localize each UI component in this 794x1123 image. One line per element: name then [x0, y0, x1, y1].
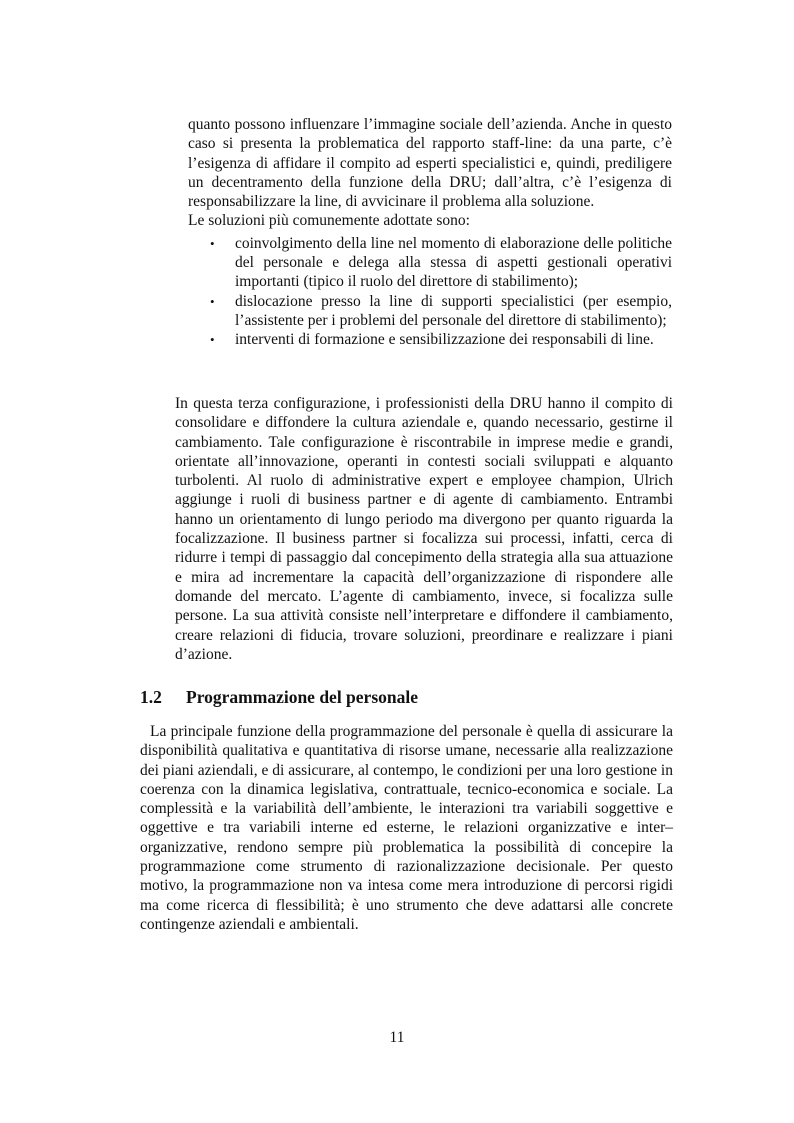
page-number: 11: [389, 1029, 405, 1046]
list-item-text: dislocazione presso la line di supporti specialistici (per esempio, l’assistente per i problemi del personale del direttore di stabilimento);: [235, 292, 672, 329]
list-item: [188, 292, 672, 331]
list-item: [188, 234, 672, 292]
intro-block: [188, 115, 672, 350]
list-item-text: interventi di formazione e sensibilizzazione dei responsabili di line.: [235, 331, 654, 349]
solutions-lead-text: Le soluzioni più comunemente adottate sono:: [188, 212, 470, 230]
section-body: [140, 722, 673, 934]
section-title: Programmazione del personale: [186, 687, 418, 707]
section-heading: [140, 686, 680, 708]
bullet-icon: •: [210, 293, 215, 309]
section-number: 1.2: [140, 687, 162, 707]
third-configuration-paragraph: In questa terza configurazione, i professionisti della DRU hanno il compito di consolidare e diffondere la cultura aziendale e, quando necessario, gestirne il cambiamento. Tale configurazione è riscontrabile in imprese medie e grandi, orientate all’innovazione, operanti in contesti sociali sviluppati e alquanto turbolenti. Al ruolo di administrative expert e employee champion, Ulrich aggiunge i ruoli di business partner e di agente di cambiamento. Entrambi hanno un orientamento di lungo periodo ma divergono per quanto riguarda la focalizzazione. Il business partner si focalizza sui processi, infatti, cerca di ridurre i tempi di passaggio dal concepimento della strategia alla sua attuazione e mira ad incrementare la capacità dell’organizzazione di rispondere alle domande del mercato. L’agente di cambiamento, invece, si focalizza sulle persone. La sua attività consiste nell’interpretare e diffondere il cambiamento, creare relazioni di fiducia, trovare soluzioni, preordinare e realizzare i piani d’azione.: [175, 395, 673, 663]
list-item: [188, 330, 672, 349]
solutions-list: [188, 234, 672, 350]
intro-continuation-paragraph: quanto possono influenzare l’immagine sociale dell’azienda. Anche in questo caso si presenta la problematica del rapporto staff-line: da una parte, c’è l’esigenza di affidare il compito ad esperti specialistici e, quindi, prediligere un decentramento della funzione della DRU; dall’altra, c’è l’esigenza di responsabilizzare la line, di avvicinare il problema alla soluzione.: [188, 116, 672, 211]
bullet-icon: •: [210, 332, 215, 348]
section-paragraph: La principale funzione della programmazione del personale è quella di assicurare la disponibilità qualitativa e quantitativa di risorse umane, necessarie alla realizzazione dei piani aziendali, e di assicurare, al contempo, le condizioni per una loro gestione in coerenza con la dinamica legislativa, contrattuale, tecnico-economica e sociale. La complessità e la variabilità dell’ambiente, le interazioni tra variabili soggettive e oggettive e tra variabili interne ed esterne, le relazioni organizzative e inter–organizzative, rendono sempre più problematica la possibilità di concepire la programmazione come strumento di razionalizzazione decisionale. Per questo motivo, la programmazione non va intesa come mera introduzione di percorsi rigidi ma come ricerca di flessibilità; è uno strumento che deve adattarsi alle concrete contingenze aziendali e ambientali.: [140, 723, 673, 933]
third-configuration-block: [175, 394, 673, 664]
list-item-text: coinvolgimento della line nel momento di elaborazione delle politiche del personale e delega alla stessa di aspetti gestionali operativi importanti (tipico il ruolo del direttore di stabilimento);: [235, 234, 672, 291]
bullet-icon: •: [210, 235, 215, 251]
